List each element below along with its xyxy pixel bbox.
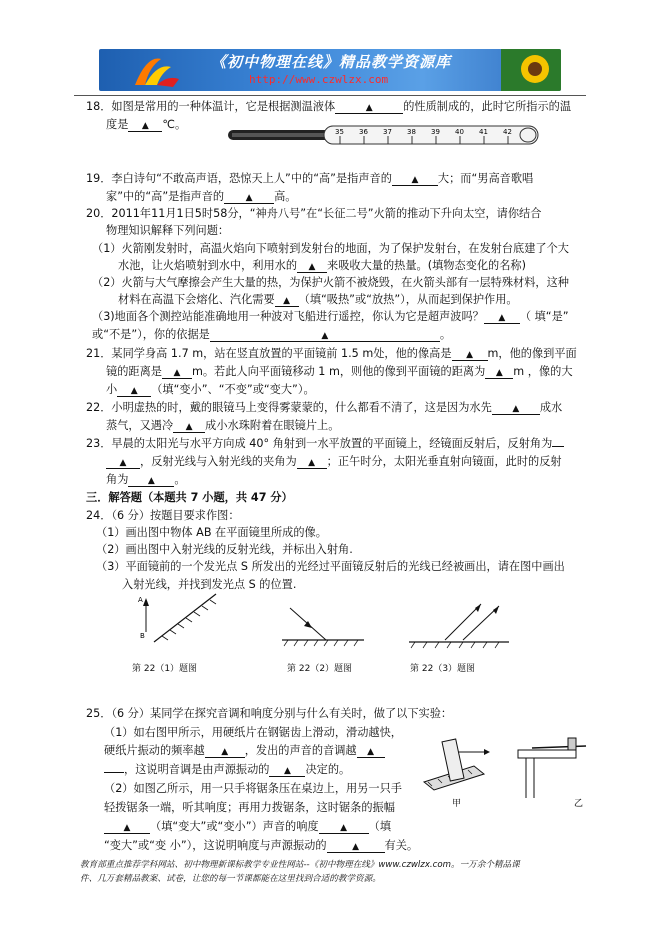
banner-title: 《初中物理在线》精品教学资源库 xyxy=(211,53,452,71)
q20-blank-2[interactable]: ▲ xyxy=(275,294,299,307)
q21-text-c: 镜的距离是 xyxy=(106,365,162,378)
q25-p2-line1: （2）如图乙所示，用一只手将锯条压在桌边上，用另一只手 xyxy=(104,782,402,795)
q21-text-d: m。若此人向平面镜移动 1 m，则他的像到平面镜的距离为 xyxy=(191,365,486,378)
q25-text-i: （填“变大”或“变小”）声音的响度 xyxy=(150,820,319,833)
q21-line2 xyxy=(106,363,573,379)
q25-text-j: （填 xyxy=(368,820,392,833)
q23-line1 xyxy=(86,435,564,451)
q22-text-a: 22．小明虚热的时，戴的眼镜马上变得雾蒙蒙的，什么都看不清了，这是因为水先 xyxy=(86,401,492,414)
thermometer-tick-label: 35 xyxy=(335,128,344,136)
q20-p2-line2 xyxy=(118,291,518,307)
q25-p2-line2: 轻拨锯条一端，听其响度；再用力拨锯条，这时锯条的振幅 xyxy=(104,801,395,814)
q23-line2 xyxy=(106,453,562,469)
q21-text-b: m，他的像到平面 xyxy=(487,347,577,360)
q18-text-c: 度是 xyxy=(106,118,129,131)
q25-text-f: 决定的。 xyxy=(305,763,351,776)
logo-icon xyxy=(127,49,187,91)
q20-p3-line2 xyxy=(92,326,451,342)
q20-p1-text-c: 来吸收大量的热量。(填物态变化的名称) xyxy=(327,259,526,272)
q22-text-d: 成小水珠附着在眼镜片上。 xyxy=(205,419,340,432)
q24-item1: （1）画出图中物体 AB 在平面镜里所成的像。 xyxy=(96,526,327,539)
q25-text-k: “变大”或“变 小”），这说明响度与声源振动的 xyxy=(104,839,327,852)
label-b: B xyxy=(140,632,145,640)
q19-blank-2[interactable]: ▲ xyxy=(224,191,274,204)
q20-line1: 20．2011年11月1日5时58分，“神舟八号”在“长征二号”火箭的推动下升向太空，请你结合 xyxy=(86,207,542,220)
q19-text-c: 家”中的“高”是指声音的 xyxy=(106,190,225,203)
q18-text-a: 18．如图是常用的一种体温计，它是根据测温液体 xyxy=(86,100,336,113)
section3-title: 三．解答题（本题共 7 小题，共 47 分） xyxy=(86,491,293,504)
footer-line1: 教育部重点推荐学科网站、初中物理新课标教学专业性网站--《初中物理在线》www.czwlzx.com。一万余个精品课 xyxy=(80,860,520,870)
q25-blank-3[interactable]: ▲ xyxy=(269,764,305,777)
thermometer-figure xyxy=(228,124,544,148)
q25-blank-1[interactable]: ▲ xyxy=(205,745,245,758)
q21-text-g: （填“变小”、“不变”或“变大”）。 xyxy=(151,383,315,396)
q25-p1-line3 xyxy=(104,761,350,777)
q23-text-a: 23．早晨的太阳光与水平方向成 40° 角射到一水平放置的平面镜上，经镜面反射后，反射角为 xyxy=(86,437,553,450)
q22-line1 xyxy=(86,399,562,415)
q20-p3-text-c: 或“不是”），你的依据是 xyxy=(92,328,210,341)
q22-blank-1[interactable]: ▲ xyxy=(492,402,540,415)
q23-blank-1b[interactable]: ▲ xyxy=(106,456,140,469)
q23-blank-2[interactable]: ▲ xyxy=(297,456,327,469)
q24-figure-2 xyxy=(278,604,368,649)
thermometer-tick-label: 40 xyxy=(455,128,464,136)
q20-p3-text-a: （3)地面各个测控站能准确地用一种波对飞船进行遥控，你认为它是超声波吗？ xyxy=(92,310,484,323)
q20-blank-3[interactable]: ▲ xyxy=(484,311,520,324)
q25-p2-line3 xyxy=(104,818,391,834)
q20-p2-text-c: （填“吸热”或“放热”），从而起到保护作用。 xyxy=(298,293,518,306)
q22-line2 xyxy=(106,417,339,433)
q25-p2-line4 xyxy=(104,837,418,853)
thermometer-tick-label: 42 xyxy=(503,128,512,136)
q18-blank-1[interactable]: ▲ xyxy=(335,101,403,114)
q25-blank-2b[interactable] xyxy=(104,772,124,773)
q23-blank-3[interactable]: ▲ xyxy=(128,474,174,487)
q23-blank-1[interactable] xyxy=(552,446,564,447)
sunflower-icon xyxy=(501,49,561,91)
thermometer-tick-label: 39 xyxy=(431,128,440,136)
q25-text-l: 有关。 xyxy=(384,839,419,852)
thermometer-tick-label: 41 xyxy=(479,128,488,136)
q25-p1-line1: （1）如右图甲所示，用硬纸片在钢锯齿上滑动，滑动越快， xyxy=(104,726,402,739)
q21-text-f: 小 xyxy=(106,383,118,396)
q19-text-a: 19．李白诗句“不敢高声语，恐惊天上人”中的“高”是指声音的 xyxy=(86,172,392,185)
q25-figure-jia xyxy=(418,730,494,810)
q19-blank-1[interactable]: ▲ xyxy=(392,173,438,186)
q22-blank-2[interactable]: ▲ xyxy=(173,420,205,433)
q23-text-e: 。 xyxy=(174,473,186,486)
q24-item3-line1: （3）平面镜前的一个发光点 S 所发出的光经过平面镜反射后的光线已经被画出，请在图中画出 xyxy=(96,560,565,573)
q21-line3 xyxy=(106,381,315,397)
q25-blank-5[interactable]: ▲ xyxy=(319,821,369,834)
label-a: A xyxy=(138,596,143,604)
q20-blank-4[interactable]: ▲ xyxy=(210,329,440,342)
q21-blank-3[interactable]: ▲ xyxy=(485,366,513,379)
q25-blank-2[interactable]: ▲ xyxy=(357,745,385,758)
q24-figure-1 xyxy=(138,592,238,652)
q19-line2 xyxy=(106,188,296,204)
q20-line2: 物理知识解释下列问题： xyxy=(106,224,230,237)
q25-blank-6[interactable]: ▲ xyxy=(327,840,385,853)
q18-text-b: 的性质制成的，此时它所指示的温 xyxy=(403,100,572,113)
q18-line1 xyxy=(86,98,571,114)
thermometer-tick-label: 37 xyxy=(383,128,392,136)
q25-figure-yi xyxy=(512,736,592,816)
q24-item2: （2）画出图中入射光线的反射光线，并标出入射角. xyxy=(96,543,353,556)
q22-text-c: 蒸气，又遇冷 xyxy=(106,419,174,432)
q21-text-a: 21．某同学身高 1.7 m，站在竖直放置的平面镜前 1.5 m处，他的像高是 xyxy=(86,347,452,360)
q20-p3-text-b: （ 填“是” xyxy=(519,310,569,323)
q23-line3 xyxy=(106,471,186,487)
q24-figure-3 xyxy=(405,600,515,650)
q20-p3-text-d: 。 xyxy=(439,328,452,341)
q20-p3-line1 xyxy=(92,308,569,324)
thermometer-tick-label: 38 xyxy=(407,128,416,136)
q24-caption-1: 第 22（1）题图 xyxy=(132,664,198,674)
thermometer-tick-label: 36 xyxy=(359,128,368,136)
q19-text-b: 大；而“男高音歌唱 xyxy=(437,172,534,185)
q24-caption-2: 第 22（2）题图 xyxy=(287,664,353,674)
q21-text-e: m ，像的大 xyxy=(513,365,573,378)
q23-text-c: ；正午时分，太阳光垂直射向镜面，此时的反射 xyxy=(326,455,562,468)
q19-line1 xyxy=(86,170,533,186)
q18-blank-2[interactable]: ▲ xyxy=(128,119,162,132)
q24-item3-line2: 入射光线，并找到发光点 S 的位置. xyxy=(122,578,297,591)
header-rule xyxy=(74,95,586,96)
q20-blank-1[interactable]: ▲ xyxy=(297,260,327,273)
q25-text-d: ，发出的声音的音调越 xyxy=(244,744,357,757)
q21-blank-2[interactable]: ▲ xyxy=(162,366,192,379)
q23-text-d: 角为 xyxy=(106,473,129,486)
q18-line2 xyxy=(106,116,186,132)
q20-p2-text-b: 材料在高温下会熔化、汽化需要 xyxy=(118,293,275,306)
q20-p1-line1: （1）火箭刚发射时，高温火焰向下喷射到发射台的地面，为了保护发射台，在发射台底建了个大 xyxy=(92,242,569,255)
footer-line2: 件、几万套精品教案、试卷，让您的每一节课都能在这里找到合适的教学资源。 xyxy=(80,874,381,884)
label-yi: 乙 xyxy=(574,799,584,809)
q19-text-d: 高。 xyxy=(274,190,297,203)
q25-text-e: ，这说明音调是由声源振动的 xyxy=(124,763,270,776)
q21-blank-4[interactable]: ▲ xyxy=(117,384,151,397)
q25-p1-line2 xyxy=(104,742,385,758)
header-banner xyxy=(99,49,561,91)
q25-blank-4[interactable]: ▲ xyxy=(104,821,150,834)
q25-title: 25．（6 分）某同学在探究音调和响度分别与什么有关时，做了以下实验： xyxy=(86,707,453,720)
q23-text-b: ，反射光线与入射光线的夹角为 xyxy=(140,455,297,468)
label-jia: 甲 xyxy=(452,799,462,809)
q21-line1 xyxy=(86,345,577,361)
q24-caption-3: 第 22（3）题图 xyxy=(410,664,476,674)
q20-p1-line2 xyxy=(118,257,526,273)
q24-title: 24．（6 分）按题目要求作图： xyxy=(86,509,240,522)
q20-p1-text-b: 水池，让火焰喷射到水中，利用水的 xyxy=(118,259,298,272)
q22-text-b: 成水 xyxy=(539,401,563,414)
q25-text-c: 硬纸片振动的频率越 xyxy=(104,744,205,757)
banner-url: http://www.czwlzx.com xyxy=(249,73,389,86)
q20-p2-line1: （2）火箭与大气摩擦会产生大量的热，为保护火箭不被烧毁，在火箭头部有一层特殊材料，这种 xyxy=(92,276,569,289)
q18-text-d: ℃。 xyxy=(162,118,187,131)
q21-blank-1[interactable]: ▲ xyxy=(452,348,488,361)
